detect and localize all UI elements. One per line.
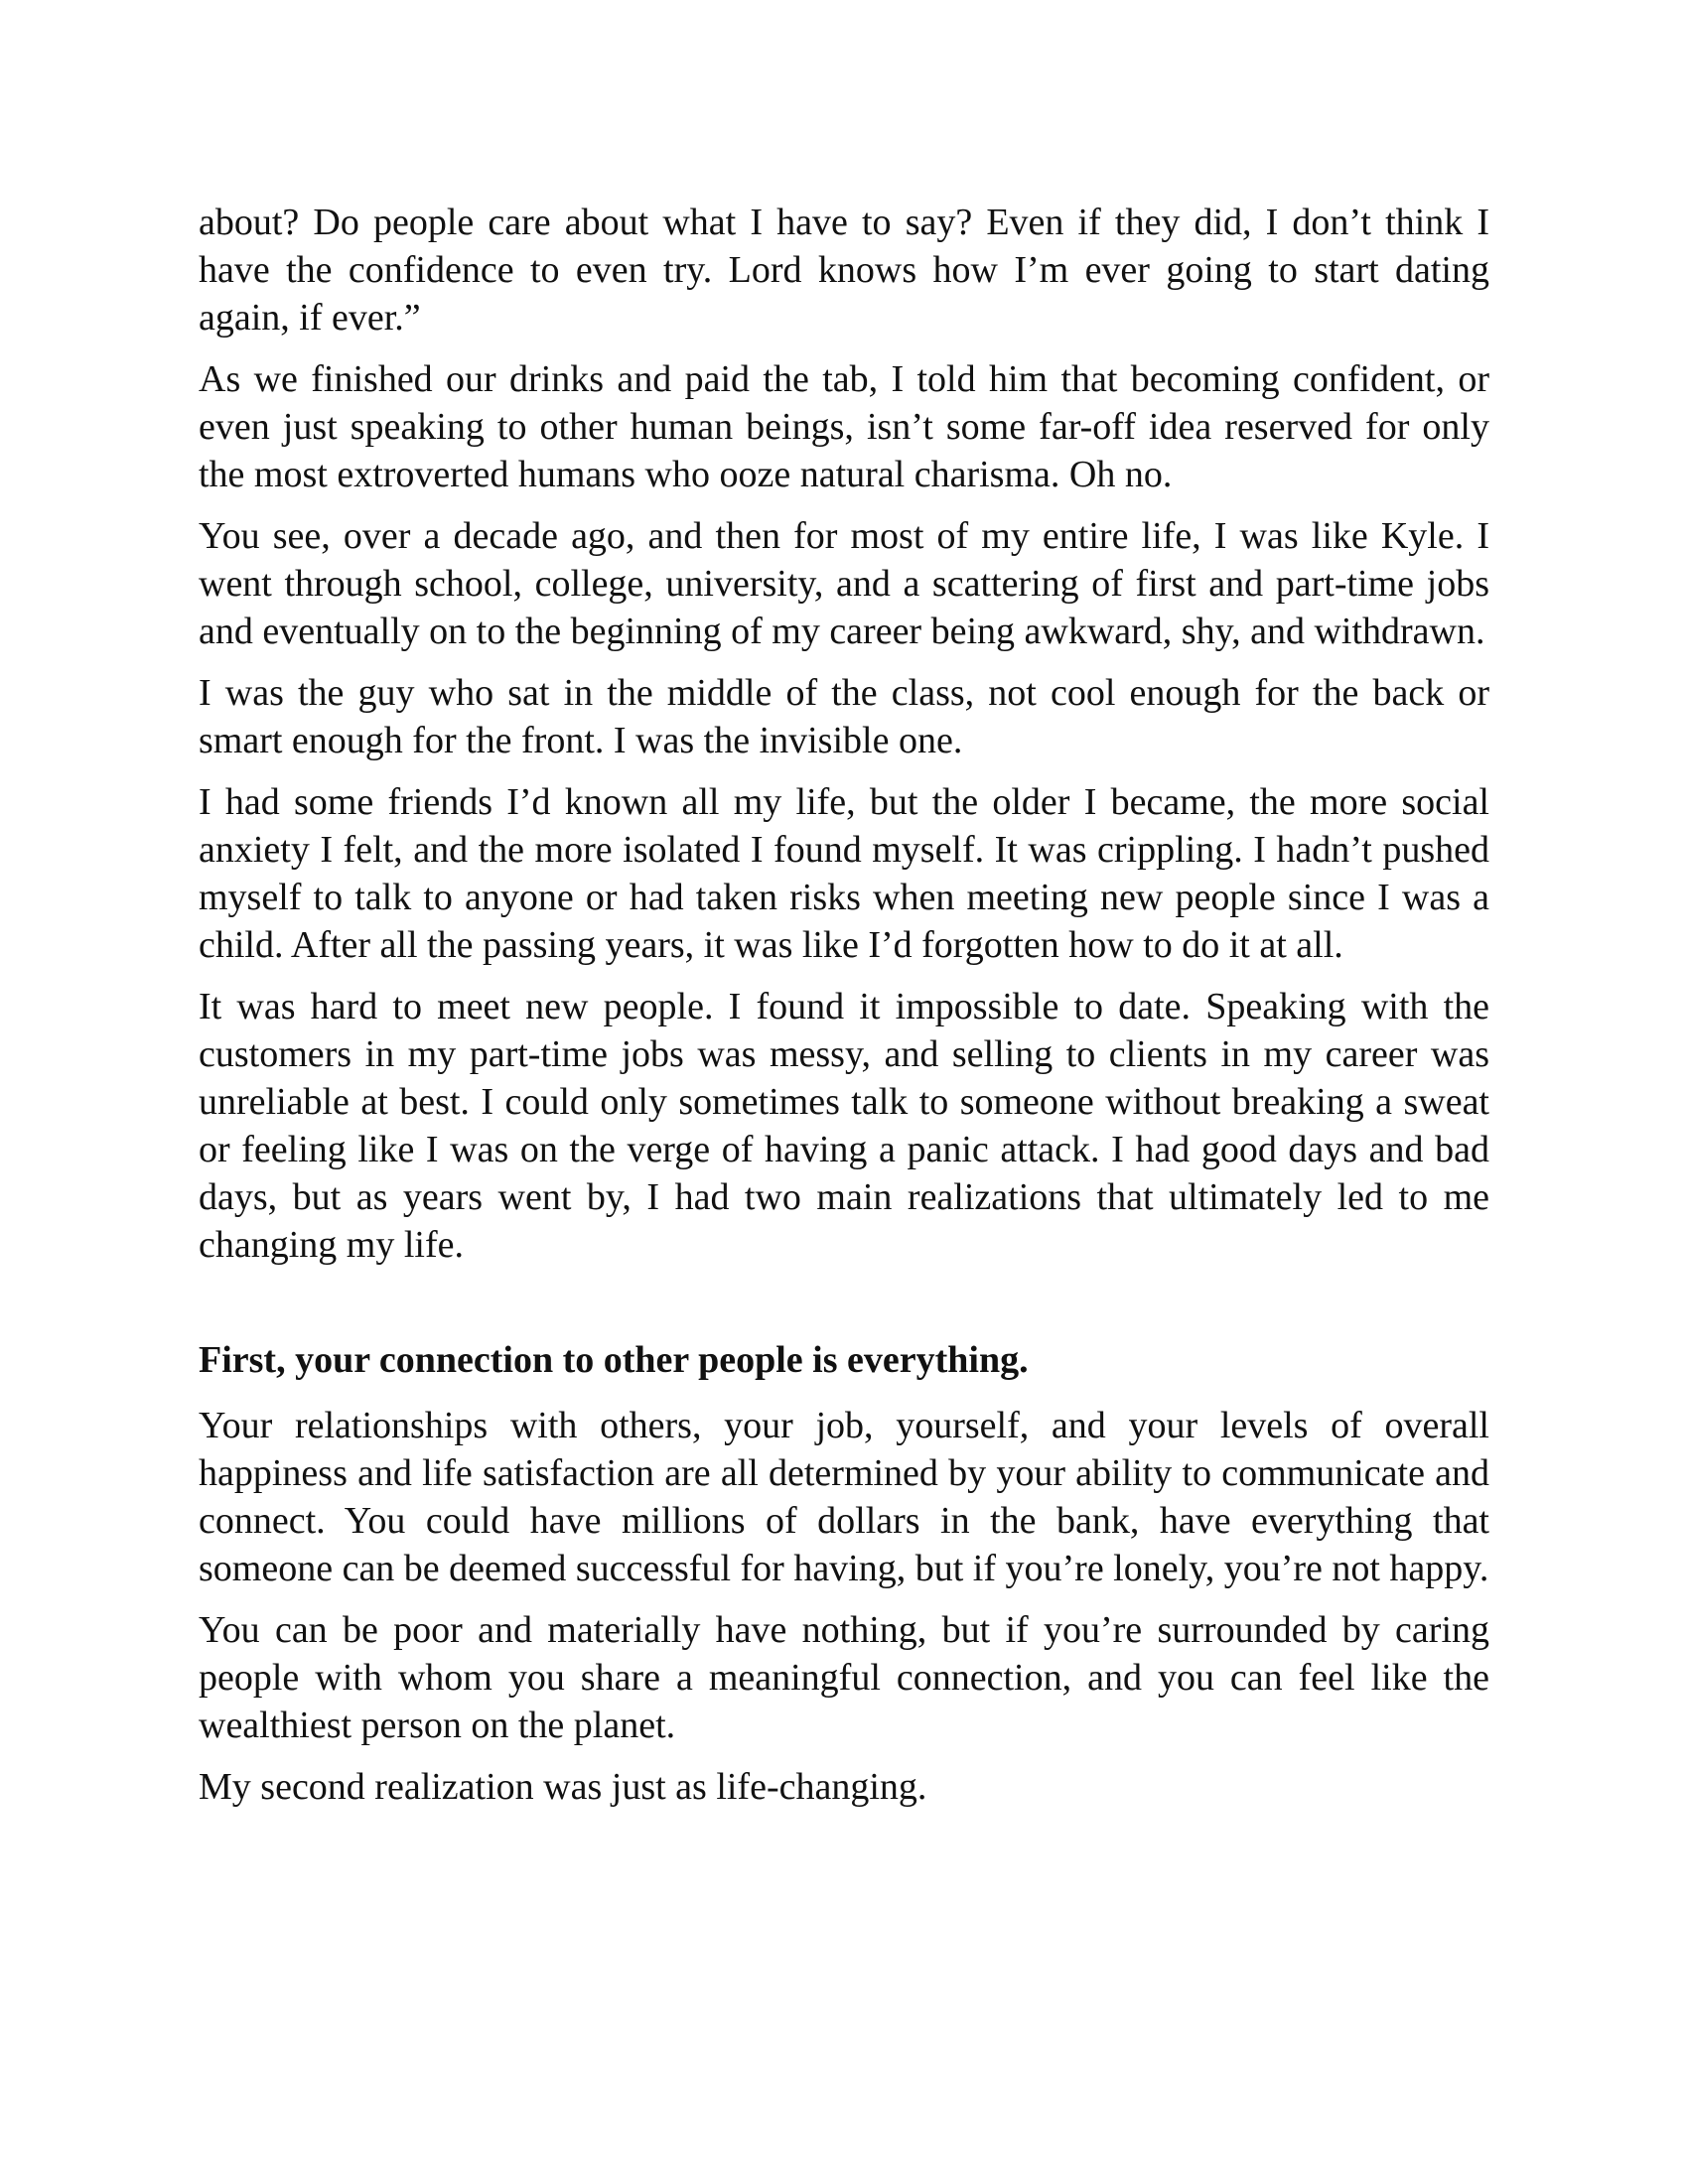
- paragraph-2: As we finished our drinks and paid the tab, I told him that becoming confident, or even just speaking to other human beings, isn’t some far-off idea reserved for only the most extroverted humans who ooze natural charisma. Oh no.: [199, 358, 1489, 495]
- paragraph-4: I was the guy who sat in the middle of the class, not cool enough for the back or smart enough for the front. I was the invisible one.: [199, 672, 1489, 761]
- page-content: [199, 199, 1489, 1825]
- paragraph-3: You see, over a decade ago, and then for most of my entire life, I was like Kyle. I went through school, college, university, and a scattering of first and part-time jobs and eventually on to the beginning of my career being awkward, shy, and withdrawn.: [199, 515, 1489, 652]
- paragraph-1: about? Do people care about what I have to say? Even if they did, I don’t think I have the confidence to even try. Lord knows how I’m ever going to start dating again, if ever.”: [199, 202, 1489, 339]
- paragraph-5: I had some friends I’d known all my life, but the older I became, the more social anxiety I felt, and the more isolated I found myself. It was crippling. I hadn’t pushed myself to talk to anyone or had taken risks when meeting new people since I was a child. After all the passing years, it was like I’d forgotten how to do it at all.: [199, 781, 1489, 966]
- paragraph-9: My second realization was just as life-changing.: [199, 1766, 927, 1808]
- paragraph-7: Your relationships with others, your job, yourself, and your levels of overall happiness and life satisfaction are all determined by your ability to communicate and connect. You could have millions of dollars in the bank, have everything that someone can be deemed successful for having, but if you’re lonely, you’re not happy.: [199, 1405, 1489, 1589]
- paragraph-6: It was hard to meet new people. I found it impossible to date. Speaking with the customers in my part-time jobs was messy, and selling to clients in my career was unreliable at best. I could only sometimes talk to someone without breaking a sweat or feeling like I was on the verge of having a panic attack. I had good days and bad days, but as years went by, I had two main realizations that ultimately led to me changing my life.: [199, 986, 1489, 1266]
- section-heading: First, your connection to other people is everything.: [199, 1339, 1029, 1381]
- paragraph-8: You can be poor and materially have nothing, but if you’re surrounded by caring people with whom you share a meaningful connection, and you can feel like the wealthiest person on the planet.: [199, 1609, 1489, 1746]
